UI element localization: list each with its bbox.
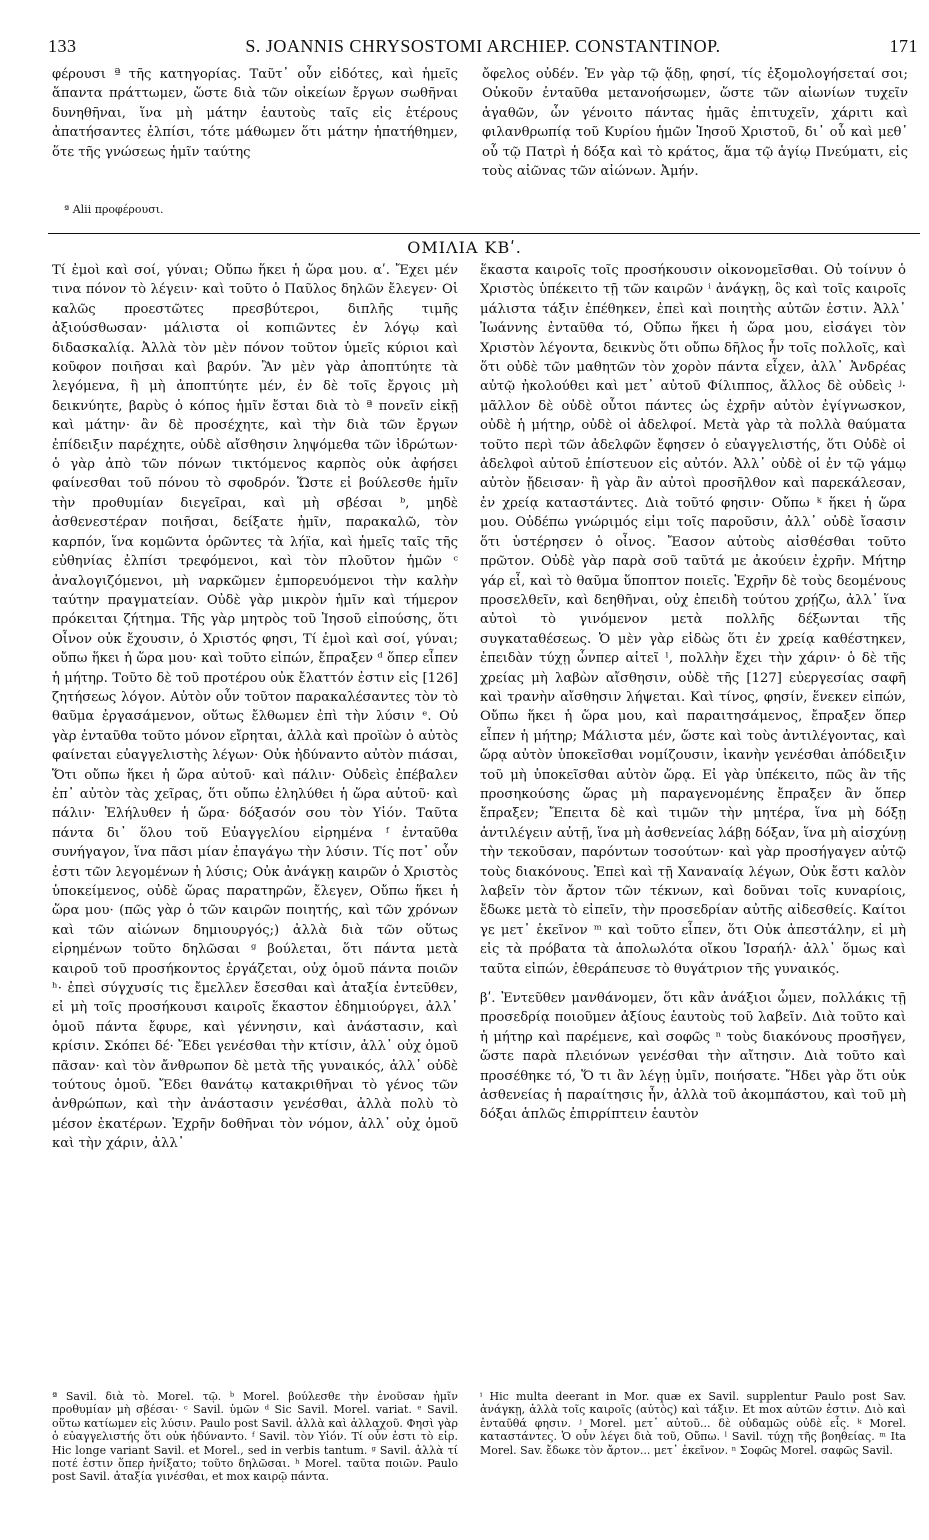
paragraph-gap xyxy=(480,979,906,989)
top-left-footnote: ª Alii προφέρουσι. xyxy=(64,203,164,216)
main-right-text-2: βʹ. Ἐντεῦθεν μανθάνομεν, ὅτι κἂν ἀνάξιοι ὦμεν, πολλάκις τῇ προσεδρίᾳ ποιοῦμεν ἀξίους ἑαυτοὺς τοῦ λαβεῖν. Διὰ τοῦτο καὶ ἡ μήτηρ καὶ παρέμενε, καὶ σοφῶς ⁿ τοὺς διακόνους προσῆγεν, ὥστε παρὰ πλειόνων γενέσθαι τὴν αἴτησιν. Διὰ τοῦτο καὶ προσέθηκε τό, Ὅ τι ἂν λέγῃ ὑμῖν, ποιήσατε. Ἤδει γὰρ ὅτι οὐκ ἀσθενείας ἡ παραίτησις ἦν, ἀλλὰ τοῦ ἀκομπάστου, καὶ τοῦ μὴ δόξαι ἁπλῶς ἐπιρρίπτειν ἑαυτὸν xyxy=(480,991,906,1123)
section-divider xyxy=(48,233,920,234)
running-header xyxy=(48,36,918,60)
main-left-text: Τί ἐμοὶ καὶ σοί, γύναι; Οὔπω ἥκει ἡ ὥρα μου. αʹ. Ἔχει μέν τινα πόνον τὸ λέγειν· καὶ τοῦτο ὁ Παῦλος δηλῶν ἔλεγεν· Οἱ καλῶς προεστῶτες πρεσβύτεροι, διπλῆς τιμῆς ἀξιούσθωσαν· μάλιστα οἱ κοπιῶντες ἐν λόγῳ καὶ διδασκαλίᾳ. Ἀλλὰ τὸν μὲν πόνον τοῦτον ὑμεῖς κύριοι καὶ κοῦφον ποιῆσαι καὶ βαρύν. Ἂν μὲν γὰρ ἀποπτύητε τὰ λεγόμενα, ἢ μὴ ἀποπτύητε μέν, ἐν δὲ τοῖς ἔργοις μὴ δεικνύητε, βαρὺς ὁ κόπος ἡμῖν ἔσται διὰ τὸ ª πονεῖν εἰκῇ καὶ μάτην· ἂν δὲ προσέχητε, καὶ τὴν διὰ τῶν ἔργων ἐπίδειξιν παρέχητε, οὐδὲ αἴσθησιν ληψόμεθα τῶν ἱδρώτων· ὁ γὰρ ἀπὸ τῶν πόνων τικτόμενος καρπὸς οὐκ ἀφήσει φαίνεσθαι τοῦ πόνου τὸ σφοδρόν. Ὥστε εἰ βούλεσθε ἡμῖν τὴν προθυμίαν διεγεῖραι, καὶ μὴ σβέσαι ᵇ, μηδὲ ἀσθενεστέραν ποιῆσαι, δείξατε ἡμῖν, παρακαλῶ, τὸν καρπόν, ἵνα κομῶντα ὁρῶντες τὰ λήϊα, καὶ ἡμεῖς ταῖς τῆς εὐθηνίας ἐλπίσι τρεφόμενοι, καὶ τὸν πλοῦτον ἡμῶν ᶜ ἀναλογιζόμενοι, μὴ ναρκῶμεν ἐμπορευόμενοι τὴν καλὴν ταύτην πραγματείαν. Οὐδὲ γὰρ μικρὸν ἡμῖν καὶ τήμερον πρόκειται ζήτημα. Τῆς γὰρ μητρὸς τοῦ Ἰησοῦ εἰπούσης, ὅτι Οἶνον οὐκ ἔχουσιν, ὁ Χριστός φησι, Τί ἐμοὶ καὶ σοί, γύναι; οὔπω ἥκει ἡ ὥρα μου· καὶ τοῦτο εἰπών, ἔπραξεν ᵈ ὅπερ εἶπεν ἡ μήτηρ. Τοῦτο δὲ τοῦ προτέρου οὐκ ἔλαττόν ἐστιν εἰς [126] ζητήσεως λόγον. Αὐτὸν οὖν τοῦτον παρακαλέσαντες τὸν τὸ θαῦμα ἐργασάμενον, οὕτως ἔλθωμεν ἐπὶ τὴν λύσιν ᵉ. Οὐ γὰρ ἐνταῦθα τοῦτο μόνον εἴρηται, ἀλλὰ καὶ προϊὼν ὁ αὐτὸς φαίνεται εὐαγγελιστὴς λέγων· Οὐκ ἠδύναντο αὐτὸν πιάσαι, Ὅτι οὔπω ἥκει ἡ ὥρα αὐτοῦ· καὶ πάλιν· Οὐδεὶς ἐπέβαλεν ἐπ᾽ αὐτὸν τὰς χεῖρας, ὅτι οὔπω ἐληλύθει ἡ ὥρα αὐτοῦ· καὶ πάλιν· Ἐλήλυθεν ἡ ὥρα· δόξασόν σου τὸν Υἱόν. Ταῦτα πάντα δι᾽ ὅλου τοῦ Εὐαγγελίου εἰρημένα ᶠ ἐνταῦθα συνήγαγον, ἵνα πᾶσι μίαν ἐπαγάγω τὴν λύσιν. Τίς ποτ᾽ οὖν ἐστι τῶν λεγομένων ἡ λύσις; Οὐκ ἀνάγκῃ καιρῶν ὁ Χριστὸς ὑποκείμενος, οὐδὲ ὥρας παρατηρῶν, ἔλεγεν, Οὔπω ἥκει ἡ ὥρα μου· (πῶς γὰρ ὁ τῶν καιρῶν ποιητής, καὶ τῶν χρόνων καὶ τῶν αἰώνων δημιουργός;) ἀλλὰ διὰ τῶν οὕτως εἰρημένων τοῦτο δηλῶσαι ᵍ βούλεται, ὅτι πάντα μετὰ καιροῦ τοῦ προσήκοντος ἐργάζεται, οὐχ ὁμοῦ πάντα ποιῶν ʰ· ἐπεὶ σύγχυσίς τις ἔμελλεν ἔσεσθαι καὶ ἀταξία ἐντεῦθεν, εἰ μὴ τοῖς προσήκουσι καιροῖς ἕκαστον ἐδημιούργει, ἀλλ᾽ ὁμοῦ πάντα ἔφυρε, καὶ γέννησιν, καὶ ἀνάστασιν, καὶ κρίσιν. Σκόπει δέ· Ἔδει γενέσθαι τὴν κτίσιν, ἀλλ᾽ οὐχ ὁμοῦ πᾶσαν· καὶ τὸν ἄνθρωπον δὲ μετὰ τῆς γυναικός, ἀλλ᾽ οὐδὲ τούτους ὁμοῦ. Ἔδει θανάτῳ κατακριθῆναι τὸ γένος τῶν ἀνθρώπων, καὶ τὴν ἀνάστασιν γενέσθαι, ἀλλὰ πολὺ τὸ μέσον ἑκατέρων. Ἐχρῆν δοθῆναι τὸν νόμον, ἀλλ᾽ οὐχ ὁμοῦ καὶ τὴν χάριν, ἀλλ᾽ xyxy=(52,263,458,1152)
footnotes-right xyxy=(480,1390,906,1457)
top-left-text: φέρουσι ª τῆς κατηγορίας. Ταῦτ᾽ οὖν εἰδότες, καὶ ἡμεῖς ἅπαντα πράττωμεν, ὥστε διὰ τῶν οἰκείων ἔργων σωθῆναι δυνηθῆναι, ἵνα μὴ μάτην ἑαυτοὺς ταῖς εἰς ἑτέρους ἀπατήσαντες ἐλπίσι, τότε μάθωμεν ὅτι μάτην ἠπατήθημεν, ὅτε τῆς γνώσεως ἡμῖν ταύτης xyxy=(52,67,458,160)
footnote-left: ª Savil. διὰ τὸ. Morel. τῷ. ᵇ Morel. βούλεσθε τὴν ἐνοῦσαν ἡμῖν προθυμίαν μὴ σβέσαι· ᶜ Savil. ὑμῶν ᵈ Sic Savil. Morel. variat. ᵉ Savil. οὕτω κατίωμεν εἰς λύσιν. Paulo post Savil. ἀλλὰ καὶ ἀλλαχοῦ. Φησὶ γὰρ ὁ εὐαγγελιστής ὅτι οὐκ ἠδύναντο. ᶠ Savil. τὸν Υἱόν. Τί οὖν ἐστι τὸ εἰρ. Hic longe variant Savil. et Morel., sed in verbis tantum. ᵍ Savil. ἀλλὰ τί ποτέ ἐστιν ὅπερ ἠνίξατο; τοῦτο δηλῶσαι. ʰ Morel. ταῦτα ποιῶν. Paulo post Savil. ἀταξία γινέσθαι, et mox καιρῷ πάντα. xyxy=(52,1390,458,1484)
main-right-text: ἕκαστα καιροῖς τοῖς προσήκουσιν οἰκονομεῖσθαι. Οὐ τοίνυν ὁ Χριστὸς ὑπέκειτο τῇ τῶν καιρῶν ⁱ ἀνάγκῃ, ὃς καὶ τοῖς καιροῖς μάλιστα τάξιν ἐπέθηκεν, ἐπεὶ καὶ ποιητὴς αὐτῶν ἐστιν. Ἀλλ᾽ Ἰωάννης ἐνταῦθα τό, Οὔπω ἥκει ἡ ὥρα μου, εἰσάγει τὸν Χριστὸν λέγοντα, δεικνὺς ὅτι οὔπω δῆλος ἦν τοῖς πολλοῖς, καὶ ὅτι οὐδὲ τῶν μαθητῶν τὸν χορὸν πάντα εἶχεν, ἀλλ᾽ Ἀνδρέας αὐτῷ ἠκολούθει καὶ μετ᾽ αὐτοῦ Φίλιππος, ἄλλος δὲ οὐδεὶς ʲ· μᾶλλον δὲ οὐδὲ οὗτοι πάντες ὡς ἐχρῆν αὐτὸν ἐγίγνωσκον, οὐδὲ ἡ μήτηρ, οὐδὲ οἱ ἀδελφοί. Μετὰ γὰρ τὰ πολλὰ θαύματα τοῦτο περὶ τῶν ἀδελφῶν ἔφησεν ὁ εὐαγγελιστής, ὅτι Οὐδὲ οἱ ἀδελφοὶ αὐτοῦ ἐπίστευον εἰς αὐτόν. Ἀλλ᾽ οὐδὲ οἱ ἐν τῷ γάμῳ αὐτὸν ᾔδεισαν· ἢ γὰρ ἂν αὐτοὶ προσῆλθον καὶ παρεκάλεσαν, ἐν χρείᾳ καταστάντες. Διὰ τοῦτό φησιν· Οὔπω ᵏ ἥκει ἡ ὥρα μου. Οὐδέπω γνώριμός εἰμι τοῖς παροῦσιν, ἀλλ᾽ οὐδὲ ἴσασιν ὅτι ὑστέρησεν ὁ οἶνος. Ἔασον αὐτοὺς αἰσθέσθαι τοῦτο πρῶτον. Οὐδὲ γὰρ παρὰ σοῦ ταῦτά με ἀκούειν ἐχρῆν. Μήτηρ γάρ εἶ, καὶ τὸ θαῦμα ὕποπτον ποιεῖς. Ἐχρῆν δὲ τοὺς δεομένους προσελθεῖν, καὶ δεηθῆναι, οὐχ ἐπειδὴ τούτου χρῄζω, ἀλλ᾽ ἵνα αὐτοὶ τὸ γινόμενον μετὰ πολλῆς δέξωνται τῆς συγκαταθέσεως. Ὁ μὲν γὰρ εἰδὼς ὅτι ἐν χρείᾳ καθέστηκεν, ἐπειδὰν τύχῃ ὧνπερ αἰτεῖ ˡ, πολλὴν ἔχει τὴν χάριν· ὁ δὲ τῆς χρείας μὴ λαβὼν αἴσθησιν, οὐδὲ τῆς [127] εὐεργεσίας σαφῆ καὶ τρανὴν αἴσθησιν λήψεται. Καὶ τίνος, φησίν, ἕνεκεν εἰπών, Οὔπω ἥκει ἡ ὥρα μου, καὶ παραιτησάμενος, ἔπραξεν ὅπερ εἶπεν ἡ μήτηρ; Μάλιστα μέν, ὥστε καὶ τοὺς ἀντιλέγοντας, καὶ ὥρᾳ αὐτὸν ὑποκεῖσθαι νομίζουσιν, ἱκανὴν γενέσθαι ἀπόδειξιν τοῦ μὴ ὑποκεῖσθαι αὐτὸν ὥρᾳ. Εἰ γὰρ ὑπέκειτο, πῶς ἂν τῆς προσηκούσης ὥρας μὴ παραγενομένης ἔπραξεν ἂν ὅπερ ἔπραξεν; Ἔπειτα δὲ καὶ τιμῶν τὴν μητέρα, ἵνα μὴ δόξῃ ἀντιλέγειν αὐτῇ, ἵνα μὴ ἀσθενείας λάβῃ δόξαν, ἵνα μὴ αἰσχύνῃ τὴν τεκοῦσαν, παρόντων τοσούτων· καὶ γὰρ προσήγαγεν αὐτῷ τοὺς διακόνους. Ἐπεὶ καὶ τῇ Χαναναίᾳ λέγων, Οὐκ ἔστι καλὸν λαβεῖν τὸν ἄρτον τῶν τέκνων, καὶ δοῦναι τοῖς κυναρίοις, ἔδωκε μετὰ τὸ εἰπεῖν, τὴν προσεδρίαν αὐτῆς αἰδεσθείς. Καίτοι γε μετ᾽ ἐκεῖνον ᵐ καὶ τοῦτο εἶπεν, ὅτι Οὐκ ἀπεστάλην, εἰ μὴ εἰς τὰ πρόβατα τὰ ἀπολωλότα οἴκου Ἰσραήλ· ἀλλ᾽ ὅμως καὶ ταῦτα εἰπών, ἐθεράπευσε τὸ θυγάτριον τῆς γυναικός. xyxy=(480,263,906,977)
footnote-right: ⁱ Hic multa deerant in Mor. quæ ex Savil. supplentur Paulo post Sav. ἀνάγκῃ, ἀλλὰ τοῖς καιροῖς (αὐτὸς) καὶ τάξιν. Et mox αὐτῶν ἐστιν. Διὸ καὶ ἐνταῦθά φησιν. ʲ Morel. μετ᾽ αὐτοῦ... δὲ οὐδαμῶς οὐδὲ εἷς. ᵏ Morel. καταστάντες. Ὁ οὖν λέγει διὰ τοῦ, Οὔπω. ˡ Savil. τύχῃ τῆς βοηθείας. ᵐ Ita Morel. Sav. ἔδωκε τὸν ἄρτον... μετ᾽ ἐκεῖνον. ⁿ Σοφῶς Morel. σαφῶς Savil. xyxy=(480,1390,906,1457)
homily-title: ΟΜΙΛΙΑ ΚΒʹ. xyxy=(407,238,522,257)
page-number-right: 171 xyxy=(889,36,918,56)
running-title: S. JOANNIS CHRYSOSTOMI ARCHIEP. CONSTANTINOP. xyxy=(245,36,721,56)
main-left-column xyxy=(52,261,458,1154)
top-right-text: ὄφελος οὐδέν. Ἐν γὰρ τῷ ᾅδῃ, φησί, τίς ἐξομολογήσεταί σοι; Οὐκοῦν ἐνταῦθα μετανοήσωμεν, ὥστε τῶν αἰωνίων τυχεῖν ἀγαθῶν, ὧν γένοιτο πάντας ἡμᾶς ἐπιτυχεῖν, χάριτι καὶ φιλανθρωπίᾳ τοῦ Κυρίου ἡμῶν Ἰησοῦ Χριστοῦ, δι᾽ οὗ καὶ μεθ᾽ οὗ τῷ Πατρὶ ἡ δόξα καὶ τὸ κράτος, ἅμα τῷ ἁγίῳ Πνεύματι, εἰς τοὺς αἰῶνας τῶν αἰώνων. Ἀμήν. xyxy=(482,67,908,180)
main-right-column xyxy=(480,261,906,1125)
footnotes-left xyxy=(52,1390,458,1484)
top-right-column xyxy=(482,65,908,181)
page-number-left: 133 xyxy=(48,36,77,56)
top-left-column xyxy=(52,65,458,162)
